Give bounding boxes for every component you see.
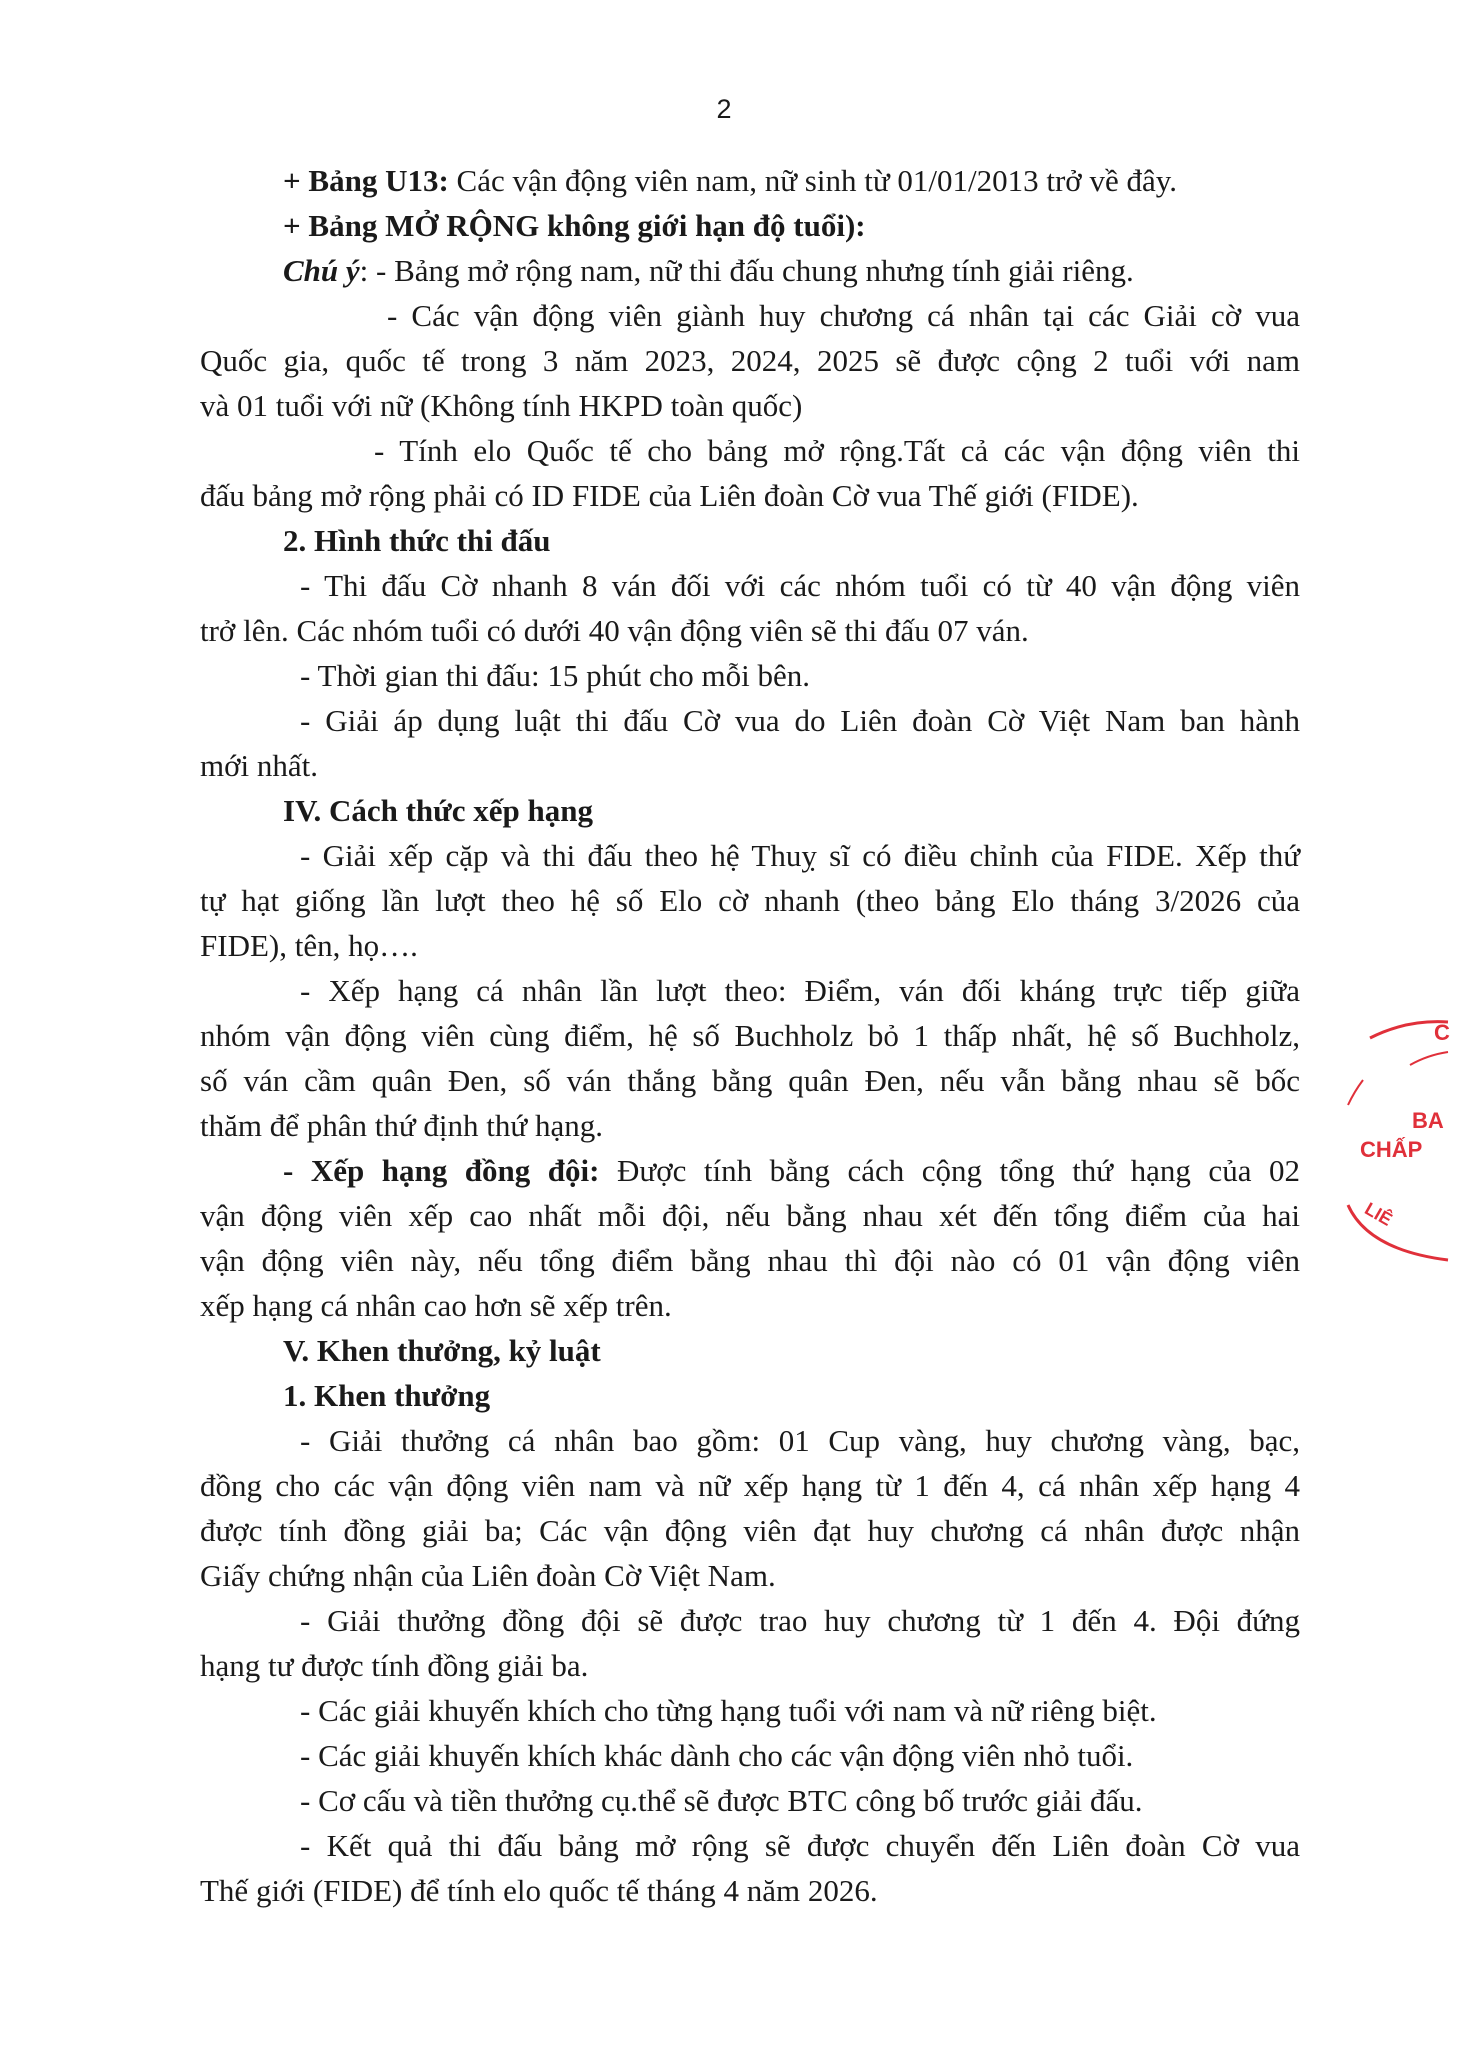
paragraph-line: - Xếp hạng cá nhân lần lượt theo: Điểm, ván đối kháng trực tiếp giữa <box>300 973 1300 1008</box>
section-heading: + Bảng MỞ RỘNG không giới hạn độ tuổi): <box>283 208 866 243</box>
paragraph-line: Thế giới (FIDE) để tính elo quốc tế tháng 4 năm 2026. <box>200 1873 878 1908</box>
paragraph-line: Quốc gia, quốc tế trong 3 năm 2023, 2024, 2025 sẽ được cộng 2 tuổi với nam <box>200 343 1300 378</box>
paragraph-line: - Các giải khuyến khích cho từng hạng tuổi với nam và nữ riêng biệt. <box>300 1693 1157 1728</box>
paragraph-line: - Giải thưởng cá nhân bao gồm: 01 Cup vàng, huy chương vàng, bạc, <box>300 1423 1300 1458</box>
paragraph-line <box>200 158 1300 203</box>
stamp-arc-left <box>1348 1080 1363 1105</box>
paragraph-line: - Cơ cấu và tiền thưởng cụ.thể sẽ được BTC công bố trước giải đấu. <box>300 1783 1143 1818</box>
paragraph-line: - Kết quả thi đấu bảng mở rộng sẽ được chuyển đến Liên đoàn Cờ vua <box>300 1828 1300 1863</box>
paragraph-line: vận động viên này, nếu tổng điểm bằng nhau thì đội nào có 01 vận động viên <box>200 1243 1300 1278</box>
paragraph-line: vận động viên xếp cao nhất mỗi đội, nếu bằng nhau xét đến tổng điểm của hai <box>200 1198 1300 1233</box>
stamp-arc-inner <box>1410 1052 1448 1065</box>
line-text: Các vận động viên nam, nữ sinh từ 01/01/2013 trở về đây. <box>448 163 1177 198</box>
bold-label: + Bảng U13: <box>283 163 449 198</box>
stamp-text: BA <box>1412 1108 1444 1133</box>
paragraph-line: - Giải áp dụng luật thi đấu Cờ vua do Liên đoàn Cờ Việt Nam ban hành <box>300 703 1300 738</box>
line-text: Được tính bằng cách cộng tổng thứ hạng của 02 <box>599 1153 1300 1188</box>
paragraph-line: đấu bảng mở rộng phải có ID FIDE của Liên đoàn Cờ vua Thế giới (FIDE). <box>200 478 1139 513</box>
paragraph-line: thăm để phân thứ định thứ hạng. <box>200 1108 603 1143</box>
stamp-text: LIÊ <box>1361 1198 1396 1230</box>
page-number: 2 <box>716 94 732 124</box>
paragraph-line: Giấy chứng nhận của Liên đoàn Cờ Việt Nam. <box>200 1558 776 1593</box>
paragraph-line: - Thời gian thi đấu: 15 phút cho mỗi bên. <box>300 658 811 693</box>
section-heading: 2. Hình thức thi đấu <box>283 523 551 558</box>
paragraph-line: xếp hạng cá nhân cao hơn sẽ xếp trên. <box>200 1288 672 1323</box>
stamp-text: CHẤP <box>1360 1137 1423 1162</box>
paragraph-line <box>200 1148 1300 1193</box>
paragraph-line: hạng tư được tính đồng giải ba. <box>200 1648 589 1683</box>
section-heading: V. Khen thưởng, kỷ luật <box>283 1333 601 1368</box>
paragraph-line: nhóm vận động viên cùng điểm, hệ số Buchholz bỏ 1 thấp nhất, hệ số Buchholz, <box>200 1018 1300 1053</box>
paragraph-line: - Giải xếp cặp và thi đấu theo hệ Thuỵ sĩ có điều chỉnh của FIDE. Xếp thứ <box>300 838 1300 873</box>
paragraph-line: - Giải thưởng đồng đội sẽ được trao huy chương từ 1 đến 4. Đội đứng <box>300 1603 1300 1638</box>
stamp-text: C <box>1434 1020 1450 1045</box>
paragraph-line: FIDE), tên, họ…. <box>200 928 418 963</box>
bold-label: - Xếp hạng đồng đội: <box>283 1153 600 1188</box>
paragraph-line: đồng cho các vận động viên nam và nữ xếp hạng từ 1 đến 4, cá nhân xếp hạng 4 <box>200 1468 1300 1503</box>
paragraph-line: - Tính elo Quốc tế cho bảng mở rộng.Tất cả các vận động viên thi <box>374 433 1300 468</box>
note-label: Chú ý <box>283 253 360 288</box>
red-seal-stamp <box>1348 1000 1468 1300</box>
document-body <box>200 158 1300 1913</box>
paragraph-line: số ván cầm quân Đen, số ván thắng bằng quân Đen, nếu vẫn bằng nhau sẽ bốc <box>200 1063 1300 1098</box>
paragraph-line: - Các vận động viên giành huy chương cá nhân tại các Giải cờ vua <box>387 298 1300 333</box>
paragraph-line: trở lên. Các nhóm tuổi có dưới 40 vận động viên sẽ thi đấu 07 ván. <box>200 613 1029 648</box>
paragraph-line: mới nhất. <box>200 748 318 783</box>
paragraph-line: - Các giải khuyến khích khác dành cho các vận động viên nhỏ tuổi. <box>300 1738 1134 1773</box>
line-text: : - Bảng mở rộng nam, nữ thi đấu chung nhưng tính giải riêng. <box>359 253 1134 288</box>
note-line <box>200 248 1300 293</box>
section-heading: 1. Khen thưởng <box>283 1378 491 1413</box>
paragraph-line: - Thi đấu Cờ nhanh 8 ván đối với các nhóm tuổi có từ 40 vận động viên <box>300 568 1300 603</box>
paragraph-line: và 01 tuổi với nữ (Không tính HKPD toàn quốc) <box>200 388 803 423</box>
paragraph-line: tự hạt giống lần lượt theo hệ số Elo cờ nhanh (theo bảng Elo tháng 3/2026 của <box>200 883 1300 918</box>
paragraph-line: được tính đồng giải ba; Các vận động viên đạt huy chương cá nhân được nhận <box>200 1513 1300 1548</box>
section-heading: IV. Cách thức xếp hạng <box>283 793 593 828</box>
